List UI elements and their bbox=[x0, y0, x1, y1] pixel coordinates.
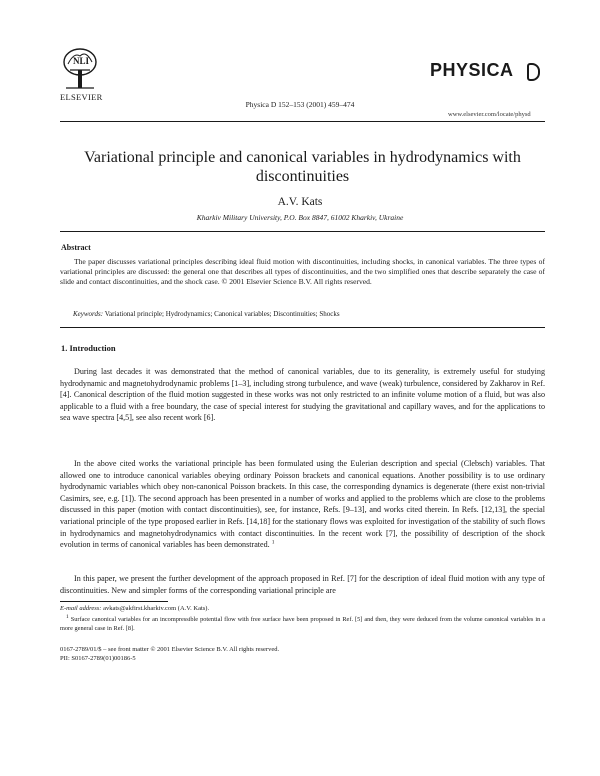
abstract-heading: Abstract bbox=[61, 243, 91, 252]
journal-logo bbox=[430, 60, 540, 90]
header-rule bbox=[60, 121, 545, 122]
footnote-mark: 1 bbox=[66, 613, 69, 620]
footnote-ref[interactable]: 1 bbox=[271, 539, 275, 546]
author-affiliation: Kharkiv Military University, P.O. Box 8847, 61002 Kharkiv, Ukraine bbox=[196, 213, 404, 222]
journal-logo-text: PHYSICA bbox=[430, 60, 514, 80]
paragraph-text: During last decades it was demonstrated that the method of canonical variables, due to its generality, is extremely useful for studying hydrodynamic and magnetohydrodynamic problems [1–3], including strong turbulence, and wave (weak) turbulence, considered by Zakharov in Ref. [4]. Canonical description of the fluid motion suggested in these works was not only restricted to an infinite volume motion of a fluid, but was also applicable to a fluid with a free boundary, the case of special interest for studying the gravitational and capillary waves, and for the applications to sea wave spectra [4,5], see also recent work [6]. bbox=[60, 367, 545, 423]
abstract-top-rule bbox=[60, 231, 545, 232]
section-heading: 1. Introduction bbox=[61, 343, 116, 353]
footnote-rule bbox=[60, 601, 168, 602]
email-label: E-mail address: bbox=[60, 605, 102, 612]
abstract-text: The paper discusses variational principles describing ideal fluid motion with discontinuities, including shocks, in canonical variables. The three types of variational principles are discussed: the general one that describes all types of discontinuities, and the two simplified ones that describe separately the case of slide and contact discontinuities, and the shock case. © 2001 Elsevier Science B.V. All rights reserved. bbox=[60, 257, 545, 287]
intro-paragraph-1 bbox=[60, 366, 545, 424]
elsevier-tree-icon bbox=[60, 44, 100, 90]
pii-line: PII: S0167-2789(01)00186-5 bbox=[60, 655, 136, 662]
intro-paragraph-2 bbox=[60, 458, 545, 551]
journal-url[interactable]: www.elsevier.com/locate/physd bbox=[448, 111, 531, 118]
elsevier-logo bbox=[60, 44, 103, 104]
publisher-name: ELSEVIER bbox=[60, 92, 103, 102]
article-title: Variational principle and canonical variables in hydrodynamics with discontinuities bbox=[84, 149, 521, 185]
email-footnote bbox=[60, 605, 209, 612]
abstract-bottom-rule bbox=[60, 327, 545, 328]
svg-text:NLI: NLI bbox=[73, 56, 90, 66]
copyright-block bbox=[60, 645, 279, 663]
intro-paragraph-3 bbox=[60, 573, 545, 596]
article-author: A.V. Kats bbox=[277, 196, 323, 208]
keywords-line bbox=[73, 310, 340, 318]
footnote-text: Surface canonical variables for an incompressible potential flow with free surface have been proposed in Ref. [5] and then, they were deduced from the volume canonical variables in a more general case in Ref. [8]. bbox=[60, 616, 545, 632]
footnote-1 bbox=[60, 615, 545, 633]
email-address[interactable]: avkats@akfirst.kharkiv.com (A.V. Kats). bbox=[103, 605, 210, 612]
keywords-list: Variational principle; Hydrodynamics; Canonical variables; Discontinuities; Shocks bbox=[104, 310, 340, 318]
paragraph-text bbox=[60, 458, 545, 551]
paragraph-body: In the above cited works the variational principle has been formulated using the Eulerian description and special (Clebsch) variables. That allowed one to introduce canonical variables obeying ordinary Poisson brackets and canonical equations. Another possibility is to use ordinary hydrodynamic variables which obey non-canonical Poisson brackets. In this case, the corresponding dynamics is degenerate (there exist non-trivial Casimirs, see, e.g. [1]). The second approach has been presented in a number of works and applied to the problems which are close to the problems discussed in this paper (motion with contact discontinuities), see, for instance, Refs. [9–13], and works cited therein. In Refs. [12,13], the special variational principle of the type proposed earlier in Refs. [14,18] for the stationary flows was exploited for investigation of the stability of such flows in hydrodynamics and magnetohydrodynamics with contact discontinuities. In the recent work [7], the possibility of description of the shock evolution in terms of canonical variables has been demonstrated. bbox=[60, 459, 545, 550]
paragraph-text: In this paper, we present the further development of the approach proposed in Ref. [7] for the description of ideal fluid motion with any type of discontinuities. New and simpler forms of the corresponding variational principle are bbox=[60, 574, 545, 595]
keywords-label: Keywords: bbox=[73, 310, 104, 318]
physica-d-mark-icon bbox=[527, 63, 540, 81]
copyright-line: 0167-2789/01/$ – see front matter © 2001 Elsevier Science B.V. All rights reserved. bbox=[60, 646, 280, 653]
journal-citation: Physica D 152–153 (2001) 459–474 bbox=[245, 100, 355, 109]
